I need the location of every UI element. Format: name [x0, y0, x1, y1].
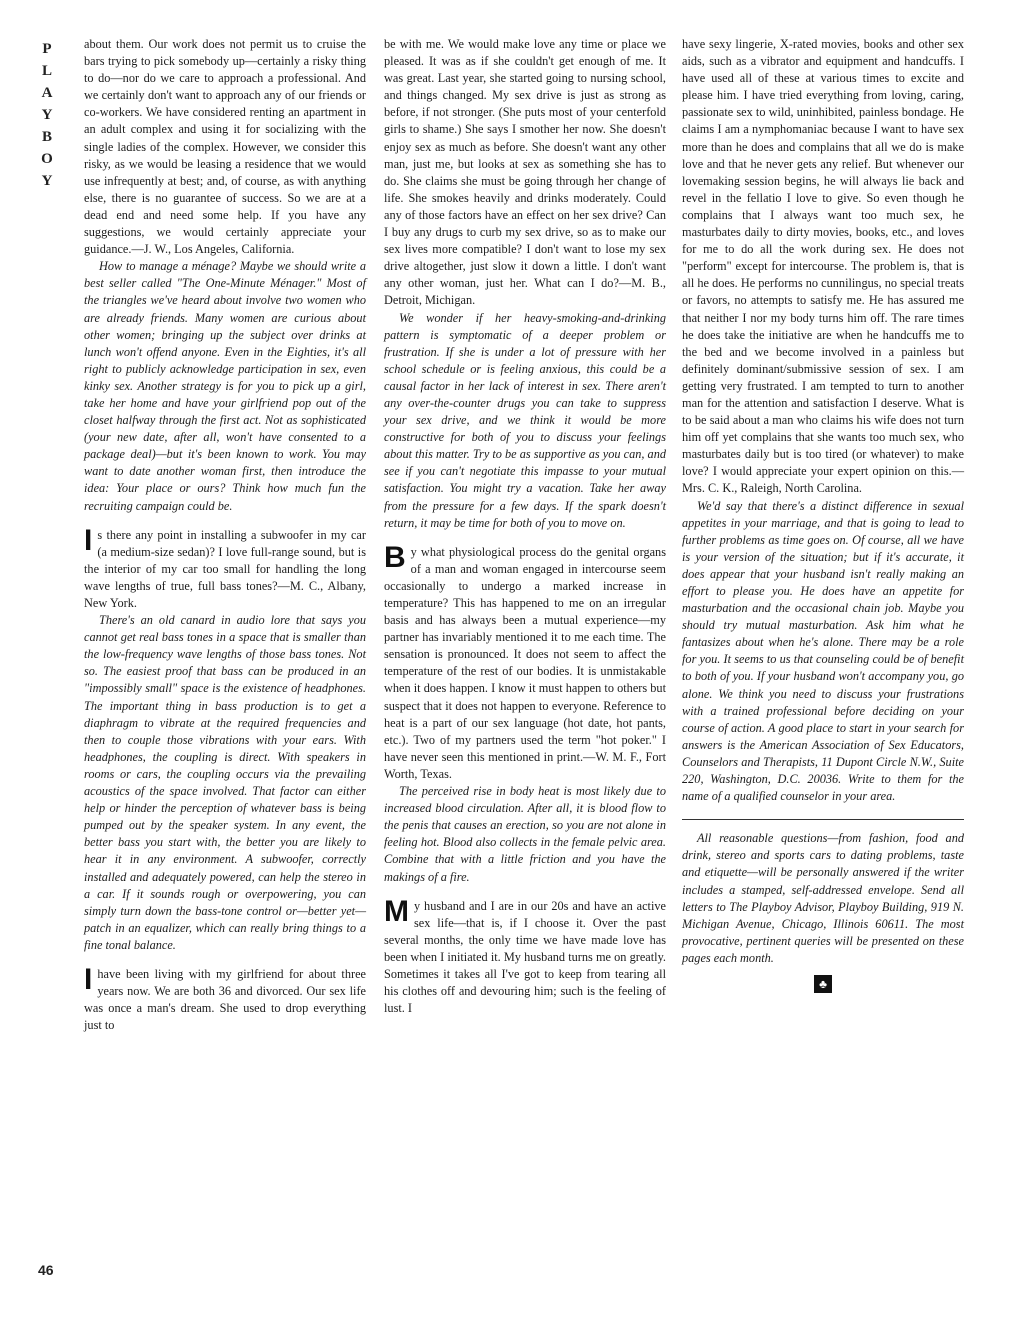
letter-text: about them. Our work does not permit us to cruise the bars trying to pick somebody up—certainly a risky thing to do—nor do we care to approach a professional. And we certainly don't want to approach any of our friends or co-workers. We have considered renting an apartment in an adult complex and using it for socializing with the single ladies of the complex. However, we consider this risky, as we would be leasing a residence that we would use infrequently at best; and, of course, as with anything else, there is no guarantee of success. So we are at a dead end and need some help. If you have any suggestions, we would certainly appreciate your guidance.—J. W., Los Angeles, California.	[84, 37, 366, 257]
playboy-rabbit-icon: ♣	[814, 975, 832, 993]
letter-text: y what physiological process do the genital organs of a man and woman engaged in intercourse seem occasionally to undergo a marked increase in temperature? This has happened to me on an irregular basis and has always been a mutual experience—my partner has invariably mentioned it to me each time. The sensation is pronounced. It does not seem to affect the temperature of the rest of our bodies. It is unmistakable when it does happen. I know it must happen to others but suspect that it does not happen to everyone. Reference to heat is a part of our sex language (hot date, hot pants, etc.). Two of my partners used the term "hot poker." I have never seen this mentioned in print.—W. M. F., Fort Worth, Texas.	[384, 544, 666, 781]
drop-cap: M	[384, 894, 409, 928]
submission-note: All reasonable questions—from fashion, food and drink, stereo and sports cars to dating problems, taste and etiquette—will be personally answered if the writer includes a stamped, self-addressed envelope. Send all letters to The Playboy Advisor, Playboy Building, 919 N. Michigan Avenue, Chicago, Illinois 60611. The most provocative, pertinent queries will be presented on these pages each month.	[682, 831, 964, 965]
section-divider	[682, 819, 964, 820]
page-number: 46	[38, 1262, 54, 1278]
advisor-answer: The perceived rise in body heat is most likely due to increased blood circulation. After all, it is blood flow to the penis that causes an erection, so you are not alone in feeling hot. Blood also collects in the female pelvic area. Combine that with a little friction and you have the makings of a fire.	[384, 784, 666, 884]
advisor-answer: We'd say that there's a distinct difference in sexual appetites in your marriage, and that is going to lead to further problems as time goes on. Of course, all we have is your version of the situation; but if it's accurate, it does appear that your husband isn't really making an effort to please you. He does have an appetite for masturbation and the occasional chain job. Maybe you should try mutual masturbation. Ask him what he fantasizes about when he's alone. There may be a role for you. It seems to us that counseling could be of benefit to both of you. If your husband won't accompany you, go alone. We think you need to discuss your frustrations with a trained professional before deciding on your course of action. A good place to start in your search for answers is the American Association of Sex Educators, Counselors and Therapists, 11 Dupont Circle N.W., Suite 220, Washington, D.C. 20036. Write to them for the name of a qualified counselor in your area.	[682, 498, 964, 804]
drop-cap: I	[84, 962, 93, 996]
letter-text: be with me. We would make love any time or place we pleased. It was as if she couldn't get enough of me. It was great. Last year, she started going to nursing school, and things changed. My sex drive is just as strong as before, if not stronger. (She puts most of your centerfold girls to shame.) She says I smother her now. She doesn't enjoy sex as much as before. She doesn't want any other man, just me, but looks at sex as something she has to do. She claims she must be going through her change of life. She smokes heavily and drinks moderately. Could any of those factors have an effect on her sex drive? Can I buy any drugs to curb my sex drive, so as to make our sex lives more compatible? I don't want to lose my sex drive altogether, just slow it down a little. I don't want any other woman, just her. What can I do?—M. B., Detroit, Michigan.	[384, 37, 666, 308]
column-2	[384, 36, 666, 1017]
column-3	[682, 36, 964, 993]
letter-text: s there any point in installing a subwoofer in my car (a medium-size sedan)? I love full-range sound, but is the interior of my car too small for handling the long wave lengths of true, full bass tones?—M. C., Albany, New York.	[84, 527, 366, 610]
drop-cap: I	[84, 523, 93, 557]
advisor-answer: How to manage a ménage? Maybe we should write a best seller called "The One-Minute Ménager." Most of the triangles we've heard about involve two women who are already friends. Many women are curious about other women; bringing up the subject over drinks at lunch won't offend anyone. Even in the Eighties, it's all right to publicly acknowledge participation in sex, even kinky sex. Another strategy is for you to pick up a girl, take her home and have your girlfriend pop out of the closet halfway through the first act. Not as sophisticated (your new date, after all, won't have consented to a package deal)—but it's been known to work. You may want to date another woman first, then introduce the idea: Your place or ours? Think how much fun the recruiting campaign could be.	[84, 259, 366, 513]
drop-cap: B	[384, 540, 406, 574]
letter-text: have sexy lingerie, X-rated movies, books and other sex aids, such as a vibrator and equipment and handcuffs. I have used all of these at various times to excite and please him. I have tried everything from loving, caring, passionate sex to wild, uninhibited, painless bondage. He claims I am a nymphomaniac because I want to have sex more than he does and complains that all we do is make love and that he never gets any relief. But whenever our lovemaking session begins, he will always lie back and revel in the fellatio I love to give. So even though he complains that I always want too much sex, he masturbates daily to dirty movies, books, etc., and loves for me to do all the work during sex. He does not "perform" except for intercourse. The problem is, that is all he does. He performs no cunnilingus, no special treats or favors, no attempts to satisfy me. He has assured me that neither I nor my body turns him off. The rare times he does take the initiative are when he handcuffs me to the bed and we become involved in a painless but definitely dominant/submissive session of sex. I am getting very frustrated. I am tempted to turn to another man for the attention and satisfaction I deserve. What is to be said about a man who claims his wife does not turn him off yet complains that she wants too much sex, who masturbates daily but is too tired (or whatever) to make love? I would appreciate your expert opinion on this.—Mrs. C. K., Raleigh, North Carolina.	[682, 37, 964, 496]
letter-question	[84, 523, 366, 612]
letter-question	[84, 962, 366, 1034]
magazine-masthead: P L A Y B O Y	[41, 41, 53, 189]
column-1	[84, 36, 366, 1034]
letter-question	[384, 894, 666, 1018]
advisor-answer: There's an old canard in audio lore that says you cannot get real bass tones in a space that is smaller than the low-frequency wave lengths of those bass tones. Not so. The easiest proof that bass can be produced in an "impossibly small" space is the existence of headphones. The important thing in bass production is to get a diaphragm to vibrate at the required frequencies and then to couple those vibrations with your ears. With headphones, the coupling is direct. With speakers in rooms or cars, the coupling occurs via the prevailing acoustics of the space involved. That factor can either help or hinder the perception of whatever bass is being pumped out by the speaker system. In any event, the better bass you start with, the better you are likely to hear it in any environment. A subwoofer, correctly installed and adequately powered, can help the stereo in a car. If it sounds rough or overpowering, you can simply turn down the bass-tone control or—better yet—patch in an equalizer, which can really bring things to a fine tonal balance.	[84, 613, 366, 952]
letter-question	[384, 540, 666, 783]
letter-text: have been living with my girlfriend for about three years now. We are both 36 and divorced. Our sex life was once a man's dream. She used to drop everything just to	[84, 966, 366, 1033]
advisor-answer: We wonder if her heavy-smoking-and-drinking pattern is symptomatic of a deeper problem or frustration. If she is under a lot of pressure with her school schedule or is feeling anxious, this could be a causal factor in her lack of interest in sex. There aren't any over-the-counter drugs you can take to suppress your sex drive, and we think it would be more constructive for both of you to discuss your feelings about this matter. Try to be as supportive as you can, and see if you can't negotiate this impasse to your mutual satisfaction. You might try a vacation. Take her away from the pressure for a few days. If the spark doesn't return, it may be time for both of you to move on.	[384, 310, 666, 530]
letter-text: y husband and I are in our 20s and have an active sex life—that is, if I choose it. Over the past several months, the only time we have made love has been when I initiated it. My husband turns me on greatly. Sometimes it takes all I've got to keep from tearing all his clothes off and devouring him; such is the feeling of lust. I	[384, 898, 666, 1016]
